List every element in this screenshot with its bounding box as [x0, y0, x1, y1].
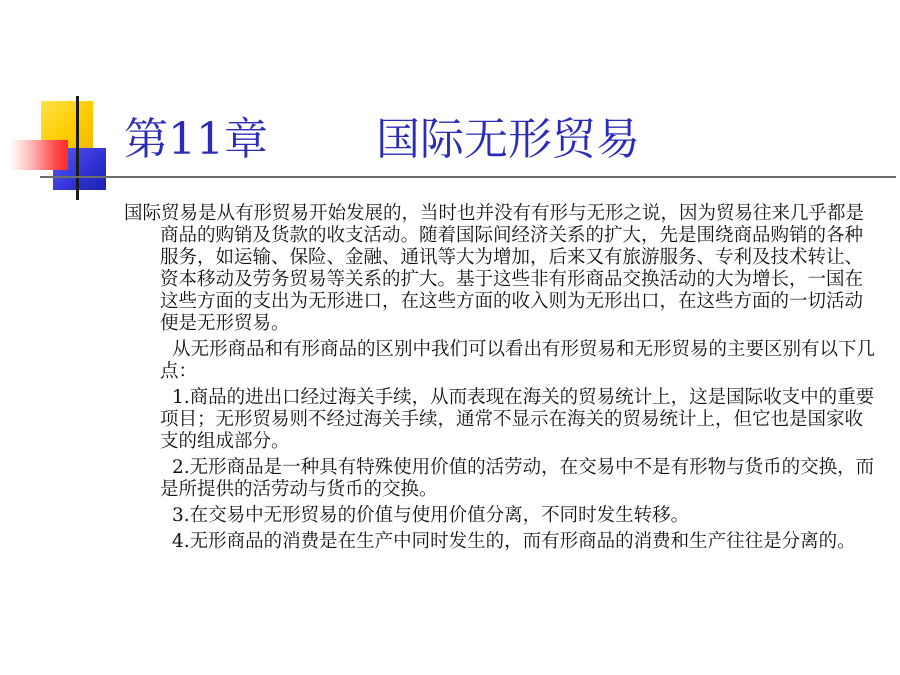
decor-vertical-line [76, 96, 79, 200]
point-1: 1.商品的进出口经过海关手续，从而表现在海关的贸易统计上，这是国际收支中的重要项目；无形贸易则不经过海关手续，通常不显示在海关的贸易统计上，但它也是国家收支的组成部分。 [160, 387, 875, 452]
title-underline-rule [40, 176, 896, 178]
lead-paragraph: 从无形商品和有形商品的区别中我们可以看出有形贸易和无形贸易的主要区别有以下几点： [160, 339, 876, 382]
chapter-number: 第11章 [124, 114, 268, 165]
point-4: 4.无形商品的消费是在生产中同时发生的，而有形商品的消费和生产往往是分离的。 [172, 531, 856, 552]
slide-title [124, 108, 640, 172]
point-2: 2.无形商品是一种具有特殊使用价值的活劳动，在交易中不是有形物与货币的交换，而是所提供的活劳动与货币的交换。 [160, 457, 875, 500]
point-3: 3.在交易中无形贸易的价值与使用价值分离，不同时发生转移。 [172, 505, 690, 526]
decor-red-bar [10, 140, 68, 170]
chapter-name: 国际无形贸易 [376, 114, 640, 165]
slide-body [124, 203, 876, 557]
intro-paragraph: 国际贸易是从有形贸易开始发展的，当时也并没有有形与无形之说，因为贸易往来几乎都是商品的购销及货款的收支活动。随着国际间经济关系的扩大，先是围绕商品购销的各种服务，如运输、保险、金融、通讯等大为增加，后来又有旅游服务、专利及技术转让、资本移动及劳务贸易等关系的扩大。基于这些非有形商品交换活动的大为增长，一国在这些方面的支出为无形进口，在这些方面的收入则为无形出口，在这些方面的一切活动便是无形贸易。 [124, 203, 865, 334]
